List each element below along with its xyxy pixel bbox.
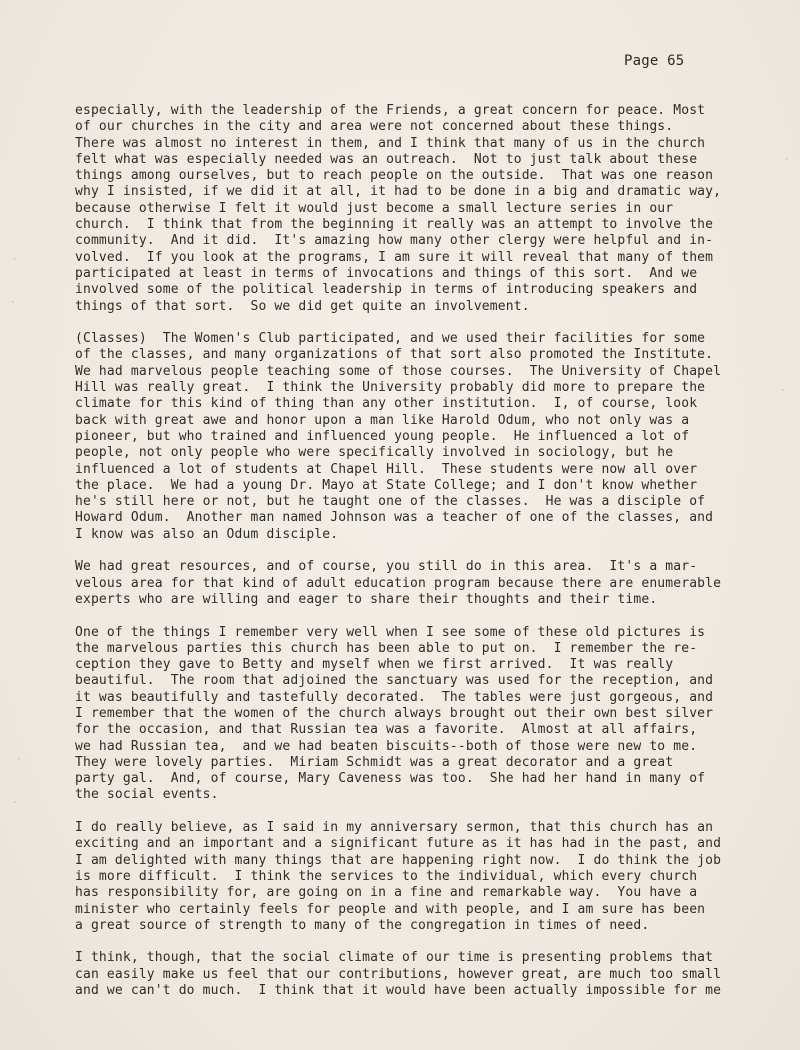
text-line: I know was also an Odum disciple. <box>75 526 339 542</box>
text-line: community. And it did. It's amazing how many other clergy were helpful and in- <box>75 233 714 249</box>
text-line: experts who are willing and eager to share their thoughts and their time. <box>75 591 658 607</box>
text-line: Hill was really great. I think the University probably did more to prepare the <box>75 380 706 396</box>
text-line: things among ourselves, but to reach people on the outside. That was one reason <box>75 168 714 184</box>
text-line: Howard Odum. Another man named Johnson was a teacher of one of the classes, and <box>75 510 714 526</box>
text-line: the place. We had a young Dr. Mayo at State College; and I don't know whether <box>75 477 698 493</box>
text-line: is more difficult. I think the services to the individual, which every church <box>75 868 698 884</box>
text-line: we had Russian tea, and we had beaten biscuits--both of those were new to me. <box>75 738 698 754</box>
text-line: of our churches in the city and area were not concerned about these things. <box>75 119 674 135</box>
text-line: I think, though, that the social climate of our time is presenting problems that <box>75 950 714 966</box>
margin-mark: · <box>16 755 22 765</box>
paragraph <box>75 331 775 543</box>
text-line: and we can't do much. I think that it would have been actually impossible for me <box>75 983 722 999</box>
text-line: especially, with the leadership of the Friends, a great concern for peace. Most <box>75 103 706 118</box>
text-line: church. I think that from the beginning it really was an attempt to involve the <box>75 217 714 233</box>
text-line: velous area for that kind of adult education program because there are enumerable <box>75 575 722 591</box>
text-line: We had marvelous people teaching some of those courses. The University of Chapel <box>75 363 722 379</box>
text-line: felt what was especially needed was an outreach. Not to just talk about these <box>75 151 698 167</box>
paragraph <box>75 103 775 315</box>
text-line: party gal. And, of course, Mary Caveness was too. She had her hand in many of <box>75 771 706 787</box>
text-line: exciting and an important and a significant future as it has had in the past, and <box>75 836 722 852</box>
text-line: There was almost no interest in them, and I think that many of us in the church <box>75 135 706 151</box>
paragraph <box>75 950 775 999</box>
text-line: can easily make us feel that our contributions, however great, are much too small <box>75 966 722 982</box>
text-line: climate for this kind of thing than any other institution. I, of course, look <box>75 396 698 412</box>
text-line: (Classes) The Women's Club participated, and we used their facilities for some <box>75 331 706 347</box>
body-text <box>75 103 775 1016</box>
text-line: the marvelous parties this church has been able to put on. I remember the re- <box>75 640 698 656</box>
text-line: They were lovely parties. Miriam Schmidt was a great decorator and a great <box>75 754 674 770</box>
paragraph <box>75 625 775 804</box>
paragraph <box>75 559 775 608</box>
margin-mark: · <box>780 386 786 396</box>
text-line: a great source of strength to many of the congregation in times of need. <box>75 917 650 933</box>
text-line: beautiful. The room that adjoined the sanctuary was used for the reception, and <box>75 673 714 689</box>
text-line: I remember that the women of the church always brought out their own best silver <box>75 705 714 721</box>
text-line: of the classes, and many organizations of that sort also promoted the Institute. <box>75 347 714 363</box>
text-line: pioneer, but who trained and influenced young people. He influenced a lot of <box>75 428 690 444</box>
text-line: back with great awe and honor upon a man like Harold Odum, who not only was a <box>75 412 690 428</box>
text-line: One of the things I remember very well when I see some of these old pictures is <box>75 624 706 640</box>
text-line: for the occasion, and that Russian tea was a favorite. Almost at all affairs, <box>75 722 698 738</box>
paragraph <box>75 820 775 934</box>
text-line: the social events. <box>75 787 219 803</box>
text-line: has responsibility for, are going on in a fine and remarkable way. You have a <box>75 885 698 901</box>
page-number: Page 65 <box>624 53 685 69</box>
text-line: volved. If you look at the programs, I am sure it will reveal that many of them <box>75 249 714 265</box>
text-line: influenced a lot of students at Chapel Hill. These students were now all over <box>75 461 698 477</box>
margin-mark: · <box>12 255 18 265</box>
text-line: it was beautifully and tastefully decorated. The tables were just gorgeous, and <box>75 689 714 705</box>
text-line: he's still here or not, but he taught one of the classes. He was a disciple of <box>75 494 706 510</box>
text-line: people, not only people who were specifically involved in sociology, but he <box>75 445 674 461</box>
text-line: participated at least in terms of invocations and things of this sort. And we <box>75 265 698 281</box>
text-line: minister who certainly feels for people and with people, and I am sure has been <box>75 901 706 917</box>
text-line: ception they gave to Betty and myself when we first arrived. It was really <box>75 657 674 673</box>
text-line: I am delighted with many things that are happening right now. I do think the job <box>75 852 722 868</box>
margin-mark: · <box>784 155 790 165</box>
text-line: because otherwise I felt it would just become a small lecture series in our <box>75 200 674 216</box>
text-line: I do really believe, as I said in my anniversary sermon, that this church has an <box>75 820 714 836</box>
text-line: why I insisted, if we did it at all, it had to be done in a big and dramatic way, <box>75 184 722 200</box>
margin-mark: · <box>12 798 18 808</box>
margin-mark: · <box>10 298 16 308</box>
text-line: things of that sort. So we did get quite an involvement. <box>75 298 530 314</box>
text-line: We had great resources, and of course, you still do in this area. It's a mar- <box>75 559 698 575</box>
text-line: involved some of the political leadership in terms of introducing speakers and <box>75 282 698 298</box>
